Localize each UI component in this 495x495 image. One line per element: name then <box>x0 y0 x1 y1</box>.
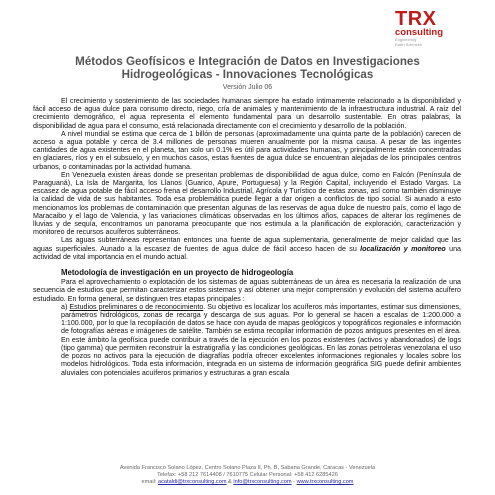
document-body <box>33 97 461 377</box>
footer-phones: Telefax: +58 212 7614408 / 7610775 Celular Personal: +58 412 6285426 <box>157 472 338 478</box>
page-footer <box>25 465 470 486</box>
paragraph-4-end: una actividad de vital importancia en el mundo actual. <box>33 244 461 261</box>
logo-brand: TRX <box>395 8 437 30</box>
paragraph-3: En Venezuela existen áreas donde se presentan problemas de disponibilidad de agua dulce, como en Falcón (Península de Paraguaná), La Isla de Margarita, los Llanos (Guarico, Apure, Portuguesa) y la Región Capital, incluyendo el Estado Vargas. La escasez de agua potable de fácil acceso frena el desarrollo Industrial, Agrícola y Turístico de estas zonas, así como también disminuye la calidad de vida de sus habitantes. Toda esa problemática puede llegar a dar origen a conflictos de tipo social. Si aunado a esto mencionamos los problemas de contaminación que presentan algunas de las reservas de agua dulce de nuestro país, como el lago de Maracaibo y el lago de Valencia, y las variaciones climáticas observadas en los últimos años, capaces de alterar los regímenes de lluvias y de sequía, encontramos un panorama preocupante que nos estimula a la planificación de exploración, caracterización y monitoreo de recursos acuíferos subterráneos. <box>33 170 461 237</box>
footer-contact: email: acataldi@trxconsulting.com & info@trxconsulting.com - www.trxconsulting.com <box>141 479 354 485</box>
company-logo <box>395 10 475 47</box>
paragraph-4 <box>33 236 461 261</box>
logo-sub: consulting <box>395 27 444 38</box>
footer-website[interactable]: www.trxconsulting.com <box>296 479 354 485</box>
emphasis-text: localización y monitoreo <box>360 244 446 253</box>
logo-tagline-2: Earth Sciences <box>395 42 422 47</box>
title-line-2: Hidrogeológicas - Innovaciones Tecnológicas <box>121 68 374 81</box>
item-a-text: . Su objetivo es localizar los acuíferos más importantes, estimar sus dimensiones, parámetros hidrológicos, zonas de recarga y descarga de sus aguas. Por lo general se hacen a escalas de 1:200.000 a 1:100.000, por lo que la recopilación de datos se hace con ayuda de mapas geológicos y topográficos regionales e información de fotografías aéreas e imágenes de satélite. También se estima recopilar información de pozos antiguos presentes en el área. En este ámbito la geofísica puede contribuir a través de la ejecución en los pozos existentes (activos y abandonados) de logs (tipo gamma) que permiten reconstruir la estratigrafía y las condiciones geológicas. En las zonas petroleras venezolana el uso de pozos no activos para la ejecución de diagrafías podría ofrecer excelentes informaciones regionales y locales sobre los modelos hidrológicos. Toda esta información, integrada en un sistema de información geográfica SIG puede definir ambientes aluviales con potenciales acuíferos primarios y estructuras a gran escala <box>61 302 462 377</box>
paragraph-1: El crecimiento y sostenimiento de las sociedades humanas siempre ha estado íntimamente relacionado a la disponibilidad y fácil acceso de agua dulce para consumo directo, riego, cría de animales y mantenimiento de la infraestructura industrial. A raíz del crecimiento demográfico, el agua representa el elemento fundamental para un desarrollo sustentable. En otras palabras, la disponibilidad de agua para el consumo, está relacionada directamente con el crecimiento y desarrollo de la población. <box>33 97 461 130</box>
section-title: Metodología de investigación en un proyecto de hidrogeología <box>61 268 294 278</box>
section-paragraph: Para el aprovechamiento o explotación de los sistemas de aguas subterráneas de un área es necesaria la realización de una secuencia de estudios que permitan caracterizar estos sistemas y así obtener una mejor comprensión y evolución del sistema acuífero estudiado. En forma general, se distinguen tres etapas principales : <box>33 278 461 303</box>
footer-email-label: email <box>141 479 155 485</box>
item-a-label: Estudios preliminares o de reconocimiento <box>69 302 204 311</box>
item-a-prefix: a) <box>61 302 68 311</box>
document-title <box>25 55 470 81</box>
footer-amp: & <box>228 479 232 485</box>
paragraph-2: A nivel mundial se estima que cerca de 1 billón de personas (aproximadamente una quinta parte de la población) carecen de acceso a agua potable y cerca de 3.4 millones de personas mueren anualmente por la misma causa. A pesar de las ingentes cantidades de agua existentes en el planeta, tan solo un 0.1% es útil para actividades humanas, y principalmente están concentradas en glaciares, ríos y en el subsuelo, y en muchos casos, estas fuentes de agua dulce se encuentran alejadas de los principales centros urbanos, o contaminadas por la actividad humana. <box>33 129 461 171</box>
version-label: Versión Julio 06 <box>222 84 273 91</box>
footer-address: Avenida Francisco Solano López, Centro Solano Plaza II, Ph. B, Sabana Grande, Caracas - Venezuela <box>119 465 376 471</box>
title-line-1: Métodos Geofísicos e Integración de Datos en Investigaciones <box>75 55 420 68</box>
paragraph-4-text: Las aguas subterráneas representan entonces una fuente de agua suplementaria, generalmente de mejor calidad que las aguas superficiales. Aunado a la escasez de fuentes de agua dulce de fácil acceso hacen de su <box>33 236 461 253</box>
footer-email-2[interactable]: info@trxconsulting.com <box>233 479 292 485</box>
list-item-a <box>33 303 461 377</box>
logo-tagline-1: Engineering <box>395 37 417 42</box>
footer-email-1[interactable]: acataldi@trxconsulting.com <box>158 479 227 485</box>
